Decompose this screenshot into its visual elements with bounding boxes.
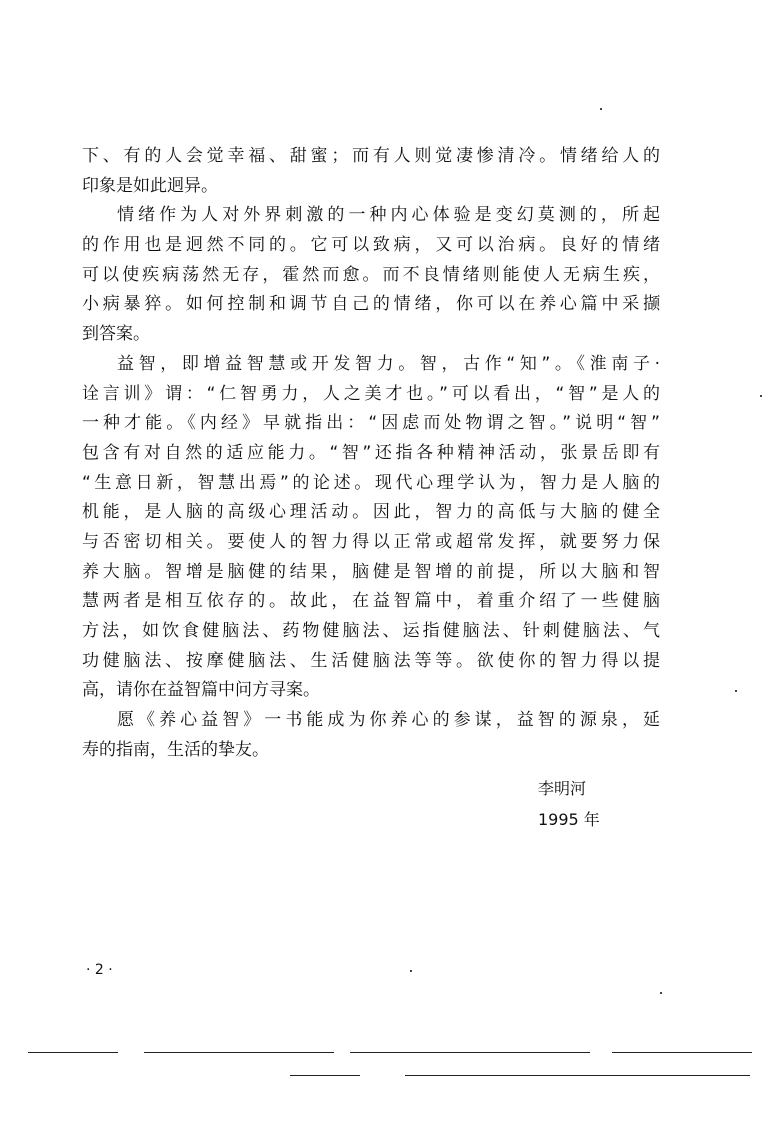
footer-rule [612, 1052, 752, 1053]
text-line: 诠言训》谓：“仁智勇力，人之美才也。”可以看出，“智”是人的 [82, 383, 660, 404]
text-line: 一种才能。《内经》早就指出：“因虑而处物谓之智。”说明“智” [82, 413, 660, 434]
preface-body [82, 142, 660, 765]
page-number: · 2 · [86, 962, 113, 978]
text-line: 益智，即增益智慧或开发智力。智，古作“知”。《淮南子· [117, 353, 660, 374]
text-line: 方法，如饮食健脑法、药物健脑法、运指健脑法、针刺健脑法、气 [82, 621, 660, 641]
scan-speck [600, 108, 602, 110]
text-line: 与否密切相关。要使人的智力得以正常或超常发挥，就要努力保 [82, 531, 660, 552]
text-line: 愿《养心益智》一书能成为你养心的参谋，益智的源泉，延 [117, 710, 660, 731]
text-line: 高，请你在益智篇中问方寻案。 [82, 680, 320, 701]
text-line: “生意日新，智慧出焉”的论述。现代心理学认为，智力是人脑的 [82, 472, 660, 493]
text-line: 小病暴猝。如何控制和调节自己的情绪，你可以在养心篇中采撷 [82, 294, 660, 315]
text-line: 下、有的人会觉幸福、甜蜜；而有人则觉凄惨清冷。情绪给人的 [82, 146, 660, 166]
text-line: 功健脑法、按摩健脑法、生活健脑法等等。欲使你的智力得以提 [82, 650, 660, 671]
scan-speck [735, 690, 737, 692]
text-line: 养大脑。智增是脑健的结果，脑健是智增的前提，所以大脑和智 [82, 561, 660, 582]
text-line: 寿的指南，生活的挚友。 [82, 739, 269, 760]
text-line: 包含有对自然的适应能力。“智”还指各种精神活动，张景岳即有 [82, 442, 660, 463]
text-line: 可以使疾病荡然无存，霍然而愈。而不良情绪则能使人无病生疾， [82, 264, 660, 285]
text-line: 到答案。 [82, 324, 150, 345]
footer-rule [350, 1052, 590, 1053]
footer-rule [28, 1052, 118, 1053]
text-line: 的作用也是迥然不同的。它可以致病，又可以治病。良好的情绪 [82, 235, 660, 256]
scan-speck [760, 395, 762, 397]
text-line: 慧两者是相互依存的。故此，在益智篇中，着重介绍了一些健脑 [82, 591, 660, 612]
scan-speck [660, 992, 662, 994]
signature-year: 1995 年 [538, 810, 600, 829]
text-line: 情绪作为人对外界刺激的一种内心体验是变幻莫测的，所起 [117, 205, 660, 226]
author-signature: 李明河 [538, 779, 587, 798]
text-line: 机能，是人脑的高级心理活动。因此，智力的高低与大脑的健全 [82, 502, 660, 523]
footer-rule [405, 1075, 750, 1076]
footer-rule [144, 1052, 334, 1053]
text-line: 印象是如此迥异。 [82, 175, 218, 196]
footer-rule [290, 1075, 360, 1076]
scan-speck [410, 970, 412, 972]
